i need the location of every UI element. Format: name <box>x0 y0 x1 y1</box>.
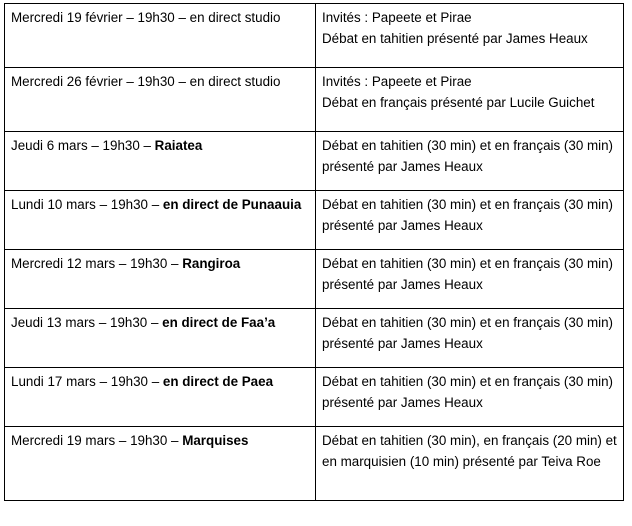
place-text: en direct studio <box>189 74 281 89</box>
table-row <box>5 250 624 309</box>
description-cell <box>316 368 624 427</box>
date-text: Lundi 17 mars – 19h30 – <box>11 374 163 389</box>
description-line: Débat en tahitien présenté par James Heaux <box>322 30 588 46</box>
description-cell <box>316 427 624 501</box>
description-cell <box>316 132 624 191</box>
guests-line: Invités : Papeete et Pirae <box>322 10 472 25</box>
date-text: Mercredi 19 mars – 19h30 – <box>11 433 183 448</box>
date-cell <box>5 250 316 309</box>
place-text: Raiatea <box>154 138 203 153</box>
place-text: en direct de Paea <box>162 374 274 389</box>
guests-line: Invités : Papeete et Pirae <box>322 74 472 89</box>
date-cell <box>5 427 316 501</box>
place-text: en direct de Faa’a <box>162 315 276 330</box>
description-line: Débat en tahitien (30 min), en français (20 min) et en marquisien (10 min) présenté par Teiva Roe <box>322 433 617 469</box>
place-text: Marquises <box>182 433 249 448</box>
description-cell <box>316 68 624 132</box>
place-text: Rangiroa <box>182 256 241 271</box>
table-row <box>5 4 624 68</box>
date-text: Lundi 10 mars – 19h30 – <box>11 197 163 212</box>
place-text: en direct de Punaauia <box>162 197 302 212</box>
schedule-body <box>5 4 624 501</box>
date-cell <box>5 4 316 68</box>
place-text: en direct studio <box>189 10 281 25</box>
description-cell <box>316 191 624 250</box>
description-line: Débat en tahitien (30 min) et en français (30 min) présenté par James Heaux <box>322 315 614 351</box>
debate-schedule-table <box>4 3 624 501</box>
date-text: Mercredi 26 février – 19h30 – <box>11 74 190 89</box>
date-cell <box>5 191 316 250</box>
description-cell <box>316 309 624 368</box>
date-text: Mercredi 19 février – 19h30 – <box>11 10 190 25</box>
table-row <box>5 191 624 250</box>
description-line: Débat en tahitien (30 min) et en français (30 min) présenté par James Heaux <box>322 374 614 410</box>
table-row <box>5 132 624 191</box>
date-text: Jeudi 6 mars – 19h30 – <box>11 138 155 153</box>
description-cell <box>316 250 624 309</box>
date-cell <box>5 309 316 368</box>
table-row <box>5 68 624 132</box>
date-cell <box>5 68 316 132</box>
date-cell <box>5 132 316 191</box>
table-row <box>5 427 624 501</box>
description-line: Débat en français présenté par Lucile Guichet <box>322 94 595 110</box>
date-cell <box>5 368 316 427</box>
description-line: Débat en tahitien (30 min) et en français (30 min) présenté par James Heaux <box>322 197 614 233</box>
description-line: Débat en tahitien (30 min) et en français (30 min) présenté par James Heaux <box>322 138 614 174</box>
table-row <box>5 309 624 368</box>
description-cell <box>316 4 624 68</box>
description-line: Débat en tahitien (30 min) et en français (30 min) présenté par James Heaux <box>322 256 614 292</box>
table-row <box>5 368 624 427</box>
date-text: Jeudi 13 mars – 19h30 – <box>11 315 163 330</box>
date-text: Mercredi 12 mars – 19h30 – <box>11 256 183 271</box>
